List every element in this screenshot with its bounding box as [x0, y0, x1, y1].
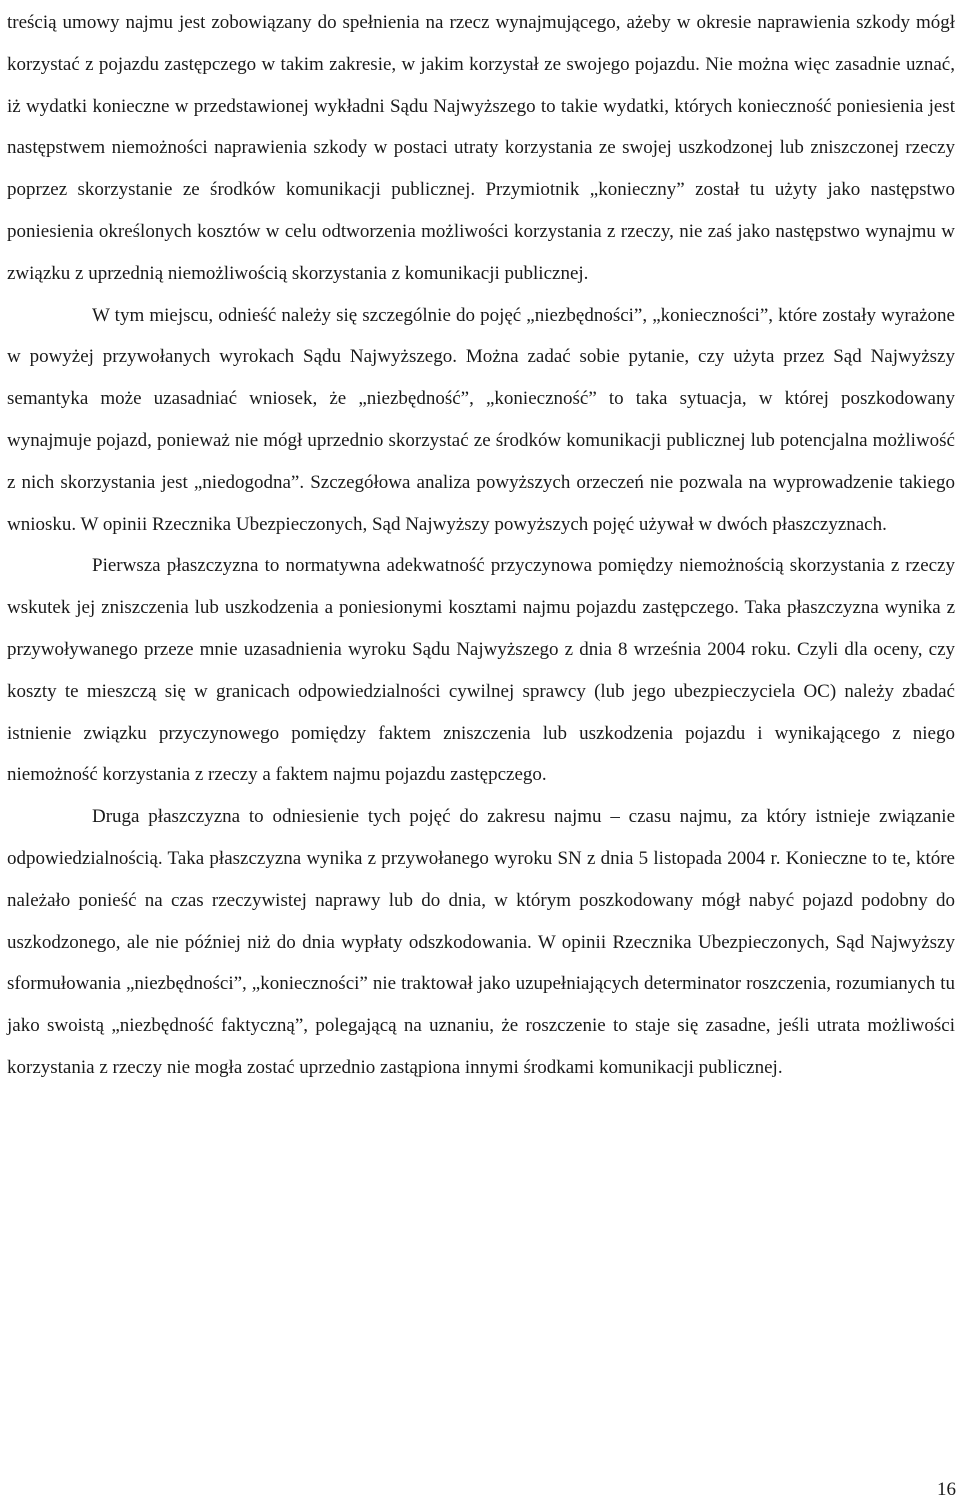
paragraph-continuation: treścią umowy najmu jest zobowiązany do spełnienia na rzecz wynajmującego, ażeby w okresie naprawienia szkody mógł korzystać z pojazdu zastępczego w takim zakresie, w jakim korzystał ze swojego pojazdu. Nie można więc zasadnie uznać, iż wydatki konieczne w przedstawionej wykładni Sądu Najwyższego to takie wydatki, których konieczność poniesienia jest następstwem niemożności naprawienia szkody w postaci utraty korzystania ze swojej uszkodzonej lub zniszczonej rzeczy poprzez skorzystanie ze środków komunikacji publicznej. Przymiotnik „konieczny” został tu użyty jako następstwo poniesienia określonych kosztów w celu odtworzenia możliwości korzystania z rzeczy, nie zaś jako następstwo wynajmu w związku z uprzednią niemożliwością skorzystania z komunikacji publicznej.	[7, 12, 955, 284]
page-number: 16	[937, 1479, 956, 1500]
paragraph-pierwsza-plaszczyzna: Pierwsza płaszczyzna to normatywna adekwatność przyczynowa pomiędzy niemożnością skorzystania z rzeczy wskutek jej zniszczenia lub uszkodzenia a poniesionymi kosztami najmu pojazdu zastępczego. Taka płaszczyzna wynika z przywoływanego przeze mnie uzasadnienia wyroku Sądu Najwyższego z dnia 8 września 2004 roku. Czyli dla oceny, czy koszty te mieszczą się w granicach odpowiedzialności cywilnej sprawcy (lub jego ubezpieczyciela OC) należy zbadać istnienie związku przyczynowego pomiędzy faktem zniszczenia lub uszkodzenia pojazdu i wynikającego z niego niemożność korzystania z rzeczy a faktem najmu pojazdu zastępczego.	[7, 555, 955, 786]
document-page	[7, 2, 955, 1089]
paragraph-niezbednosc: W tym miejscu, odnieść należy się szczególnie do pojęć „niezbędności”, „konieczności”, które zostały wyrażone w powyżej przywołanych wyrokach Sądu Najwyższego. Można zadać sobie pytanie, czy użyta przez Sąd Najwyższy semantyka może uzasadniać wniosek, że „niezbędność”, „konieczność” to taka sytuacja, w której poszkodowany wynajmuje pojazd, ponieważ nie mógł uprzednio skorzystać ze środków komunikacji publicznej lub potencjalna możliwość z nich skorzystania jest „niedogodna”. Szczegółowa analiza powyższych orzeczeń nie pozwala na wyprowadzenie takiego wniosku. W opinii Rzecznika Ubezpieczonych, Sąd Najwyższy powyższych pojęć używał w dwóch płaszczyznach.	[7, 304, 955, 535]
paragraph-druga-plaszczyzna: Druga płaszczyzna to odniesienie tych pojęć do zakresu najmu – czasu najmu, za który istnieje związanie odpowiedzialnością. Taka płaszczyzna wynika z przywołanego wyroku SN z dnia 5 listopada 2004 r. Konieczne to te, które należało ponieść na czas rzeczywistej naprawy lub do dnia, w którym poszkodowany mógł nabyć pojazd podobny do uszkodzonego, ale nie później niż do dnia wypłaty odszkodowania. W opinii Rzecznika Ubezpieczonych, Sąd Najwyższy sformułowania „niezbędności”, „konieczności” nie traktował jako uzupełniających determinator roszczenia, rozumianych tu jako swoistą „niezbędność faktyczną”, polegającą na uznaniu, że roszczenie to staje się zasadne, jeśli utrata możliwości korzystania z rzeczy nie mogła zostać uprzednio zastąpiona innymi środkami komunikacji publicznej.	[7, 806, 955, 1078]
